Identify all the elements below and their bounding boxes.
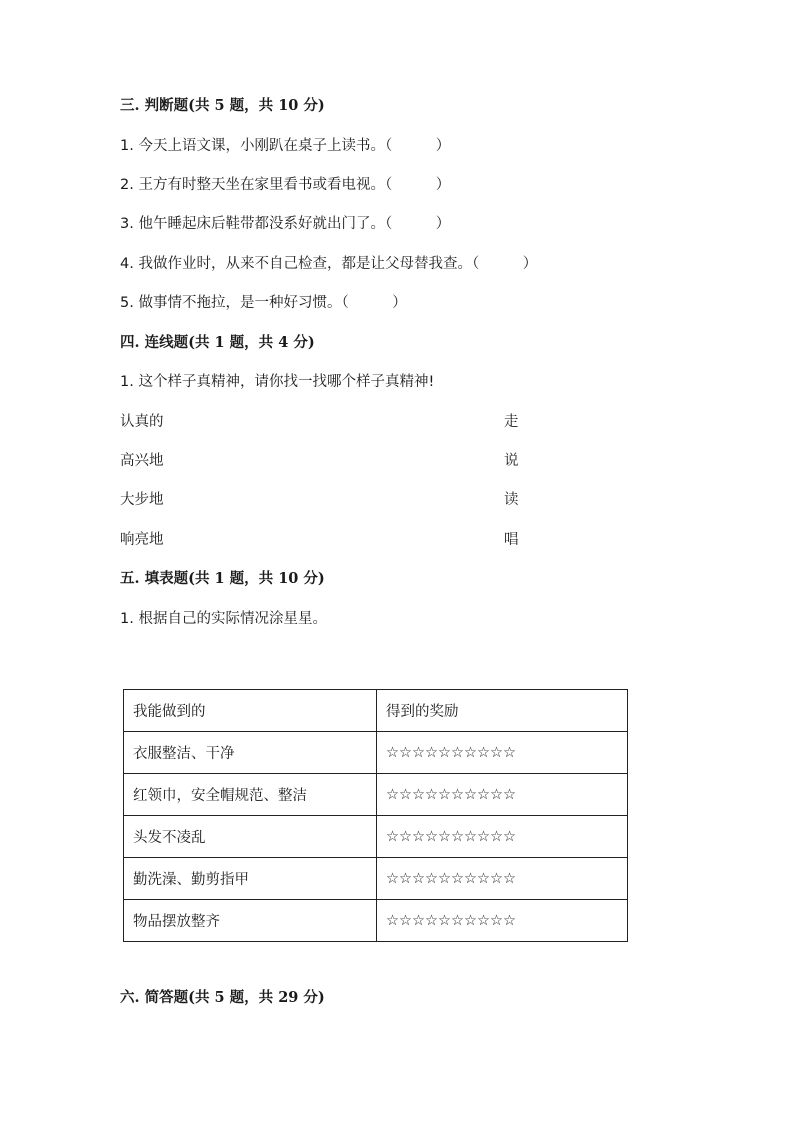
table-row [124, 858, 628, 900]
stars-cell[interactable]: ☆☆☆☆☆☆☆☆☆☆ [377, 732, 628, 774]
matching-left-item: 大步地 [120, 492, 164, 508]
judge-item-1: 1. 今天上语文课，小刚趴在桌子上读书。（ ） [120, 138, 451, 154]
stars-cell[interactable]: ☆☆☆☆☆☆☆☆☆☆ [377, 900, 628, 942]
behavior-cell: 红领巾，安全帽规范、整洁 [124, 774, 377, 816]
matching-right-item: 说 [504, 453, 519, 469]
matching-right-item: 走 [504, 414, 519, 430]
table-header-cell: 得到的奖励 [377, 690, 628, 732]
behavior-cell: 衣服整洁、干净 [124, 732, 377, 774]
section-4-heading: 四. 连线题(共 1 题，共 4 分) [120, 334, 315, 351]
section-6-heading: 六. 简答题(共 5 题，共 29 分) [120, 989, 325, 1006]
stars-cell[interactable]: ☆☆☆☆☆☆☆☆☆☆ [377, 774, 628, 816]
behavior-cell: 物品摆放整齐 [124, 900, 377, 942]
fill-table-question: 1. 根据自己的实际情况涂星星。 [120, 611, 327, 627]
judge-item-4: 4. 我做作业时，从来不自己检查，都是让父母替我查。（ ） [120, 256, 538, 272]
table-row [124, 816, 628, 858]
judge-item-3: 3. 他午睡起床后鞋带都没系好就出门了。（ ） [120, 216, 451, 232]
section-5-heading: 五. 填表题(共 1 题，共 10 分) [120, 570, 325, 587]
matching-question: 1. 这个样子真精神，请你找一找哪个样子真精神! [120, 374, 435, 390]
table-row [124, 900, 628, 942]
judge-item-5: 5. 做事情不拖拉，是一种好习惯。（ ） [120, 295, 407, 311]
matching-right-item: 读 [504, 492, 519, 508]
stars-cell[interactable]: ☆☆☆☆☆☆☆☆☆☆ [377, 816, 628, 858]
table-header-cell: 我能做到的 [124, 690, 377, 732]
table-header-row [124, 690, 628, 732]
matching-left-item: 高兴地 [120, 453, 164, 469]
stars-cell[interactable]: ☆☆☆☆☆☆☆☆☆☆ [377, 858, 628, 900]
matching-right-item: 唱 [504, 532, 519, 548]
table-row [124, 774, 628, 816]
behavior-cell: 勤洗澡、勤剪指甲 [124, 858, 377, 900]
section-3-heading: 三. 判断题(共 5 题，共 10 分) [120, 97, 325, 114]
matching-left-item: 响亮地 [120, 532, 164, 548]
judge-item-2: 2. 王方有时整天坐在家里看书或看电视。（ ） [120, 177, 451, 193]
matching-left-item: 认真的 [120, 414, 164, 430]
table-row [124, 732, 628, 774]
behavior-cell: 头发不凌乱 [124, 816, 377, 858]
star-rating-table [123, 689, 628, 942]
